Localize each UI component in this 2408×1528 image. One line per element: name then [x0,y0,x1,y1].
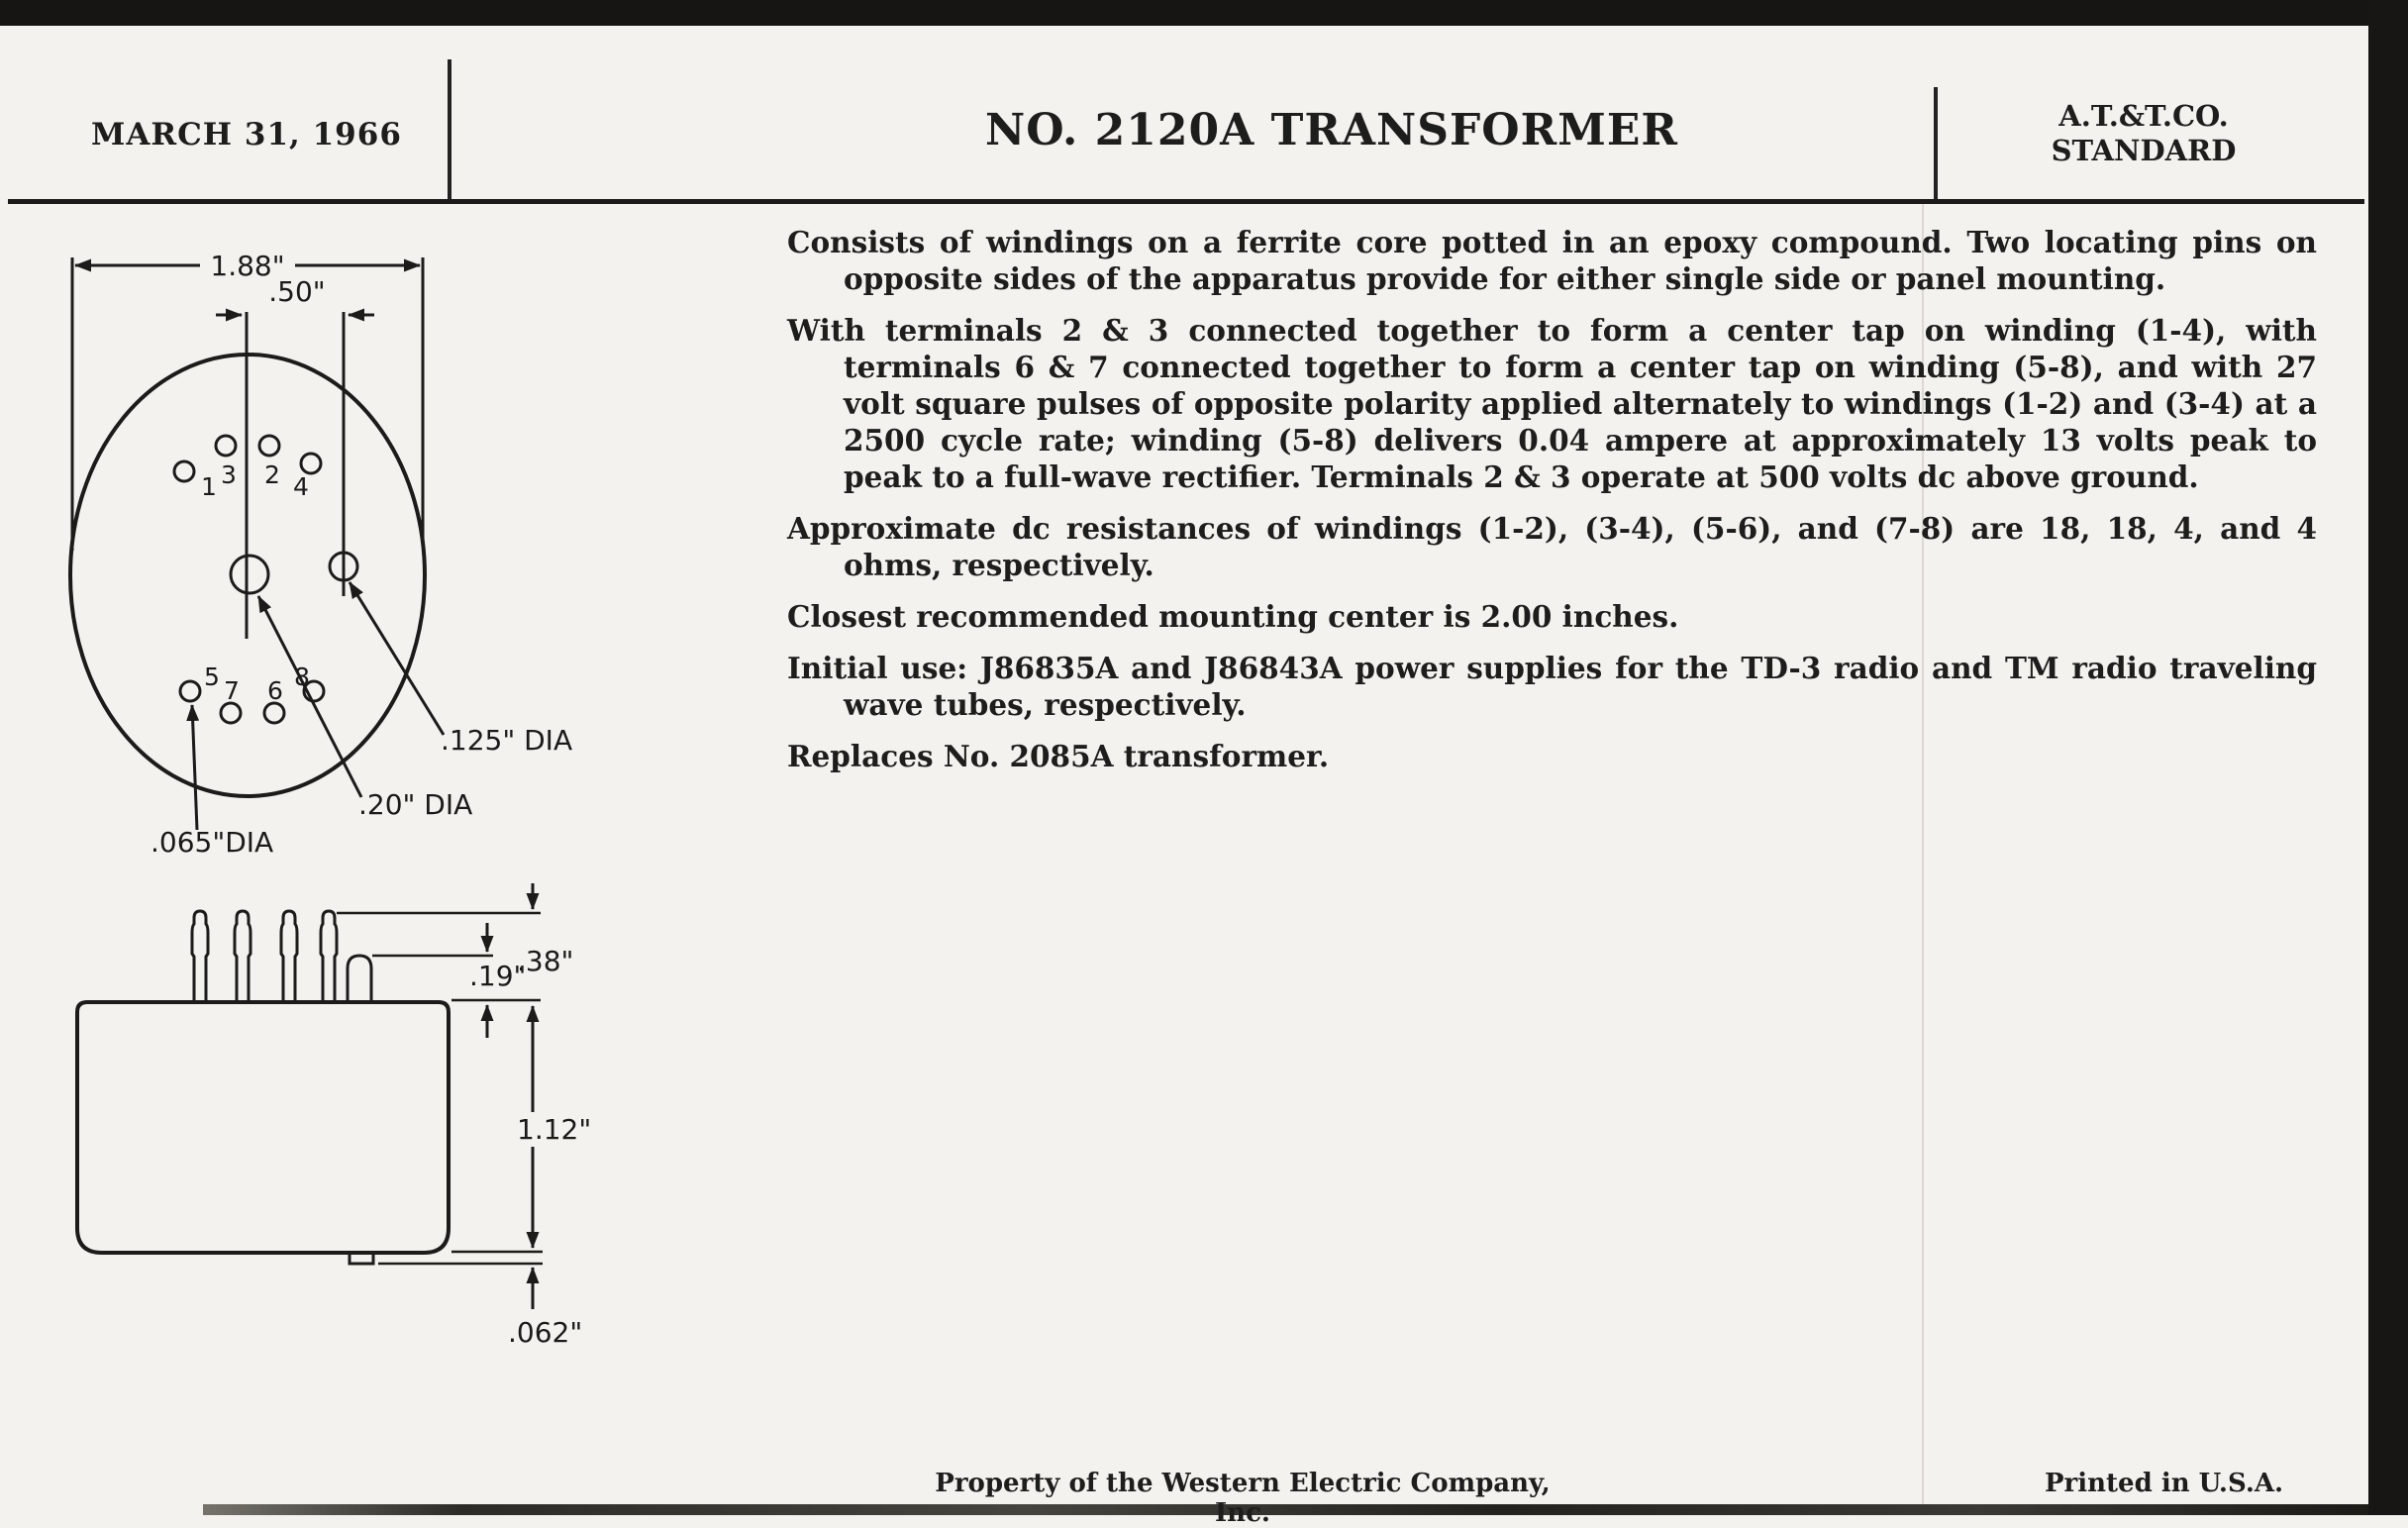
header-rule [8,199,2364,204]
terminal-4-hole [301,454,321,473]
terminal-1-hole [174,461,194,481]
terminal-6-hole [264,703,284,723]
terminal-8-label: 8 [294,662,310,691]
footer-printed-in: Printed in U.S.A. [2045,1469,2284,1498]
spec-paragraph-description: Consists of windings on a ferrite core potted in an epoxy compound. Two locating pins on opposite sides of the apparatus provide for either single side or panel mounting. [787,225,2317,296]
terminal-1-label: 1 [201,472,217,501]
spec-text-column [787,224,2317,789]
header-divider-left [448,59,452,200]
org-standard: STANDARD [2051,134,2237,167]
terminal-2-label: 2 [264,460,280,489]
terminal-6-label: 6 [267,676,283,705]
dim-bottom-pin-label: .062" [508,1316,583,1349]
terminal-7-hole [221,703,241,723]
spec-paragraph-electrical: With terminals 2 & 3 connected together to form a center tap on winding (1-4), with terminals 6 & 7 connected together to form a center tap on winding (5-8), and with 27 volt square pulses of opposite polarity applied alternately to windings (1-2) and (3-4) at a 2500 cycle rate; winding (5-8) delivers 0.04 ampere at approximately 13 volts peak to peak to a full-wave rectifier. Terminals 2 & 3 operate at 500 volts dc above ground. [787,313,2317,494]
scan-top-edge-bar [0,0,2408,26]
dim-body-height-label: 1.12" [517,1113,592,1146]
center-hole-dia-label: .20" DIA [358,788,473,821]
spec-paragraph-resistances: Approximate dc resistances of windings (1-2), (3-4), (5-6), and (7-8) are 18, 18, 4, and 4 ohms, respectively. [787,511,2317,582]
terminal-3-hole [216,436,236,456]
dim-offset-label: .50" [268,275,326,308]
terminal-hole-dia-label: .065"DIA [150,826,274,859]
spec-paragraph-mounting: Closest recommended mounting center is 2.00 inches. [787,599,1679,634]
terminal-pins [192,911,337,1002]
spec-paragraph-initial-use: Initial use: J86835A and J86843A power supplies for the TD-3 radio and TM radio traveling wave tubes, respectively. [787,651,2317,722]
side-view-diagram [59,881,614,1357]
leader-terminal-hole [192,705,197,830]
scan-right-edge-bar [2368,0,2408,1515]
terminal-2-hole [259,436,279,456]
top-locating-pin [348,956,371,1002]
dim-pin-height-label: .38" [517,945,574,977]
footer-property-notice: Property of the Western Electric Company, Inc. [935,1469,1551,1528]
org-standard-label [1990,99,2297,168]
dim-dome-height-label: .19" [469,960,527,992]
top-view-diagram [40,228,693,871]
center-mounting-hole [231,556,268,593]
dim-width-label: 1.88" [210,250,285,282]
org-name: A.T.&T.CO. [2058,99,2229,133]
page-title: NO. 2120A TRANSFORMER [985,105,1678,155]
terminal-3-label: 3 [221,460,237,489]
transformer-body-side [77,1002,449,1253]
terminal-pin [192,911,208,1002]
terminal-5-hole [180,681,200,701]
terminal-7-label: 7 [224,676,240,705]
terminal-5-label: 5 [204,662,220,691]
spec-paragraph-replaces: Replaces No. 2085A transformer. [787,739,1330,773]
header-divider-right [1934,87,1938,200]
terminal-pin [281,911,297,1002]
document-date: MARCH 31, 1966 [91,117,402,153]
terminal-4-label: 4 [293,472,309,501]
small-hole-dia-label: .125" DIA [441,724,573,757]
leader-small-hole [350,582,444,735]
terminal-pin [321,911,337,1002]
terminal-pin [235,911,251,1002]
